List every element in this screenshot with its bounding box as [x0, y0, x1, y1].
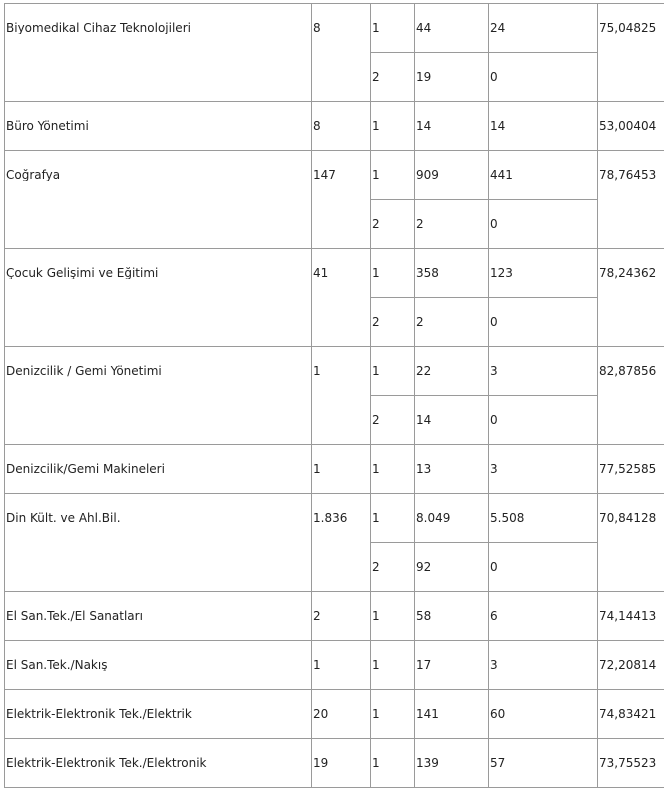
program-name-cell — [5, 249, 312, 347]
group-number-text: 1 — [372, 21, 380, 34]
program-name-text: Biyomedikal Cihaz Teknolojileri — [6, 21, 191, 34]
group-number-cell — [371, 200, 415, 249]
count-b-text: 60 — [490, 707, 506, 720]
group-number-cell — [371, 4, 415, 53]
count-a-cell — [415, 347, 489, 396]
total-text: 19 — [313, 756, 329, 769]
count-a-text: 2 — [416, 315, 424, 328]
program-name-text: Çocuk Gelişimi ve Eğitimi — [6, 266, 159, 279]
program-name-text: Büro Yönetimi — [6, 119, 89, 132]
count-a-text: 19 — [416, 70, 432, 83]
program-name-cell — [5, 151, 312, 249]
group-number-cell — [371, 543, 415, 592]
table-row — [5, 249, 664, 298]
group-number-cell — [371, 445, 415, 494]
count-b-text: 3 — [490, 462, 498, 475]
total-text: 1 — [313, 462, 321, 475]
count-a-cell — [415, 592, 489, 641]
count-b-text: 0 — [490, 217, 498, 230]
count-a-text: 14 — [416, 119, 432, 132]
score-cell — [598, 102, 664, 151]
count-a-cell — [415, 151, 489, 200]
total-text: 8 — [313, 119, 321, 132]
program-name-cell — [5, 102, 312, 151]
count-b-cell — [489, 4, 598, 53]
program-name-text: Coğrafya — [6, 168, 61, 181]
score-cell — [598, 445, 664, 494]
group-number-text: 1 — [372, 609, 380, 622]
score-cell — [598, 690, 664, 739]
count-a-text: 22 — [416, 364, 432, 377]
group-number-cell — [371, 690, 415, 739]
program-name-cell — [5, 494, 312, 592]
count-a-text: 17 — [416, 658, 432, 671]
count-b-cell — [489, 102, 598, 151]
count-a-cell — [415, 739, 489, 788]
count-a-cell — [415, 543, 489, 592]
score-cell — [598, 347, 664, 445]
total-text: 1 — [313, 364, 321, 377]
program-name-text: El San.Tek./El Sanatları — [6, 609, 143, 622]
count-b-text: 57 — [490, 756, 506, 769]
program-name-cell — [5, 445, 312, 494]
total-cell — [312, 592, 371, 641]
group-number-text: 2 — [372, 413, 380, 426]
table-row — [5, 690, 664, 739]
program-name-text: Din Kült. ve Ahl.Bil. — [6, 511, 121, 524]
score-text: 82,87856 — [599, 364, 657, 377]
count-b-text: 3 — [490, 364, 498, 377]
count-a-cell — [415, 494, 489, 543]
total-cell — [312, 4, 371, 102]
group-number-text: 1 — [372, 756, 380, 769]
table-row — [5, 4, 664, 53]
placement-table — [4, 3, 664, 788]
total-text: 1.836 — [313, 511, 348, 524]
table-row — [5, 445, 664, 494]
group-number-cell — [371, 739, 415, 788]
count-b-text: 6 — [490, 609, 498, 622]
group-number-text: 1 — [372, 168, 380, 181]
count-a-text: 8.049 — [416, 511, 451, 524]
count-b-text: 14 — [490, 119, 506, 132]
score-text: 70,84128 — [599, 511, 657, 524]
total-text: 20 — [313, 707, 329, 720]
total-cell — [312, 102, 371, 151]
group-number-text: 1 — [372, 266, 380, 279]
count-b-text: 0 — [490, 560, 498, 573]
count-b-text: 24 — [490, 21, 506, 34]
count-b-cell — [489, 396, 598, 445]
table-body — [5, 4, 664, 788]
group-number-text: 2 — [372, 217, 380, 230]
score-cell — [598, 739, 664, 788]
count-a-text: 44 — [416, 21, 432, 34]
group-number-text: 1 — [372, 462, 380, 475]
group-number-cell — [371, 641, 415, 690]
count-b-cell — [489, 445, 598, 494]
count-a-text: 2 — [416, 217, 424, 230]
total-cell — [312, 739, 371, 788]
total-text: 147 — [313, 168, 336, 181]
table-row — [5, 641, 664, 690]
total-cell — [312, 347, 371, 445]
score-cell — [598, 494, 664, 592]
count-b-text: 0 — [490, 70, 498, 83]
count-b-text: 5.508 — [490, 511, 525, 524]
total-cell — [312, 249, 371, 347]
count-a-cell — [415, 641, 489, 690]
score-text: 74,14413 — [599, 609, 657, 622]
count-a-text: 139 — [416, 756, 439, 769]
count-b-cell — [489, 200, 598, 249]
group-number-cell — [371, 494, 415, 543]
group-number-text: 1 — [372, 658, 380, 671]
group-number-text: 1 — [372, 707, 380, 720]
program-name-text: Elektrik-Elektronik Tek./Elektrik — [6, 707, 192, 720]
program-name-text: Denizcilik/Gemi Makineleri — [6, 462, 165, 475]
count-b-cell — [489, 249, 598, 298]
count-b-cell — [489, 641, 598, 690]
group-number-cell — [371, 249, 415, 298]
table-row — [5, 151, 664, 200]
program-name-cell — [5, 690, 312, 739]
group-number-text: 2 — [372, 315, 380, 328]
count-a-text: 141 — [416, 707, 439, 720]
total-text: 8 — [313, 21, 321, 34]
program-name-cell — [5, 347, 312, 445]
count-b-cell — [489, 151, 598, 200]
count-a-text: 92 — [416, 560, 432, 573]
count-a-text: 358 — [416, 266, 439, 279]
score-text: 73,75523 — [599, 756, 657, 769]
count-a-text: 58 — [416, 609, 432, 622]
total-text: 2 — [313, 609, 321, 622]
score-text: 77,52585 — [599, 462, 657, 475]
count-b-text: 123 — [490, 266, 513, 279]
program-name-cell — [5, 592, 312, 641]
count-b-cell — [489, 347, 598, 396]
count-a-cell — [415, 249, 489, 298]
count-a-cell — [415, 690, 489, 739]
group-number-cell — [371, 347, 415, 396]
count-b-text: 3 — [490, 658, 498, 671]
table-row — [5, 592, 664, 641]
score-cell — [598, 4, 664, 102]
score-text: 78,24362 — [599, 266, 657, 279]
count-a-cell — [415, 396, 489, 445]
score-text: 75,04825 — [599, 21, 657, 34]
group-number-cell — [371, 298, 415, 347]
total-cell — [312, 641, 371, 690]
count-b-cell — [489, 494, 598, 543]
count-b-cell — [489, 53, 598, 102]
count-a-cell — [415, 200, 489, 249]
group-number-cell — [371, 151, 415, 200]
score-text: 72,20814 — [599, 658, 657, 671]
table-row — [5, 347, 664, 396]
group-number-text: 2 — [372, 70, 380, 83]
count-a-cell — [415, 4, 489, 53]
total-cell — [312, 445, 371, 494]
score-cell — [598, 641, 664, 690]
group-number-cell — [371, 102, 415, 151]
program-name-text: Elektrik-Elektronik Tek./Elektronik — [6, 756, 207, 769]
count-b-cell — [489, 298, 598, 347]
count-b-cell — [489, 690, 598, 739]
score-cell — [598, 151, 664, 249]
total-cell — [312, 494, 371, 592]
score-text: 74,83421 — [599, 707, 657, 720]
count-a-text: 14 — [416, 413, 432, 426]
group-number-text: 1 — [372, 364, 380, 377]
count-b-text: 0 — [490, 315, 498, 328]
program-name-cell — [5, 641, 312, 690]
count-b-text: 441 — [490, 168, 513, 181]
count-a-cell — [415, 102, 489, 151]
group-number-cell — [371, 592, 415, 641]
group-number-text: 1 — [372, 119, 380, 132]
total-text: 1 — [313, 658, 321, 671]
count-b-cell — [489, 543, 598, 592]
count-a-cell — [415, 445, 489, 494]
program-name-cell — [5, 4, 312, 102]
count-a-text: 909 — [416, 168, 439, 181]
count-a-cell — [415, 298, 489, 347]
program-name-text: Denizcilik / Gemi Yönetimi — [6, 364, 162, 377]
total-cell — [312, 690, 371, 739]
count-b-text: 0 — [490, 413, 498, 426]
program-name-text: El San.Tek./Nakış — [6, 658, 108, 671]
table-row — [5, 739, 664, 788]
group-number-cell — [371, 396, 415, 445]
total-text: 41 — [313, 266, 329, 279]
program-name-cell — [5, 739, 312, 788]
count-a-cell — [415, 53, 489, 102]
table-row — [5, 102, 664, 151]
score-cell — [598, 249, 664, 347]
group-number-cell — [371, 53, 415, 102]
table-row — [5, 494, 664, 543]
score-text: 78,76453 — [599, 168, 657, 181]
count-b-cell — [489, 739, 598, 788]
count-b-cell — [489, 592, 598, 641]
group-number-text: 1 — [372, 511, 380, 524]
count-a-text: 13 — [416, 462, 432, 475]
group-number-text: 2 — [372, 560, 380, 573]
score-text: 53,00404 — [599, 119, 657, 132]
score-cell — [598, 592, 664, 641]
total-cell — [312, 151, 371, 249]
